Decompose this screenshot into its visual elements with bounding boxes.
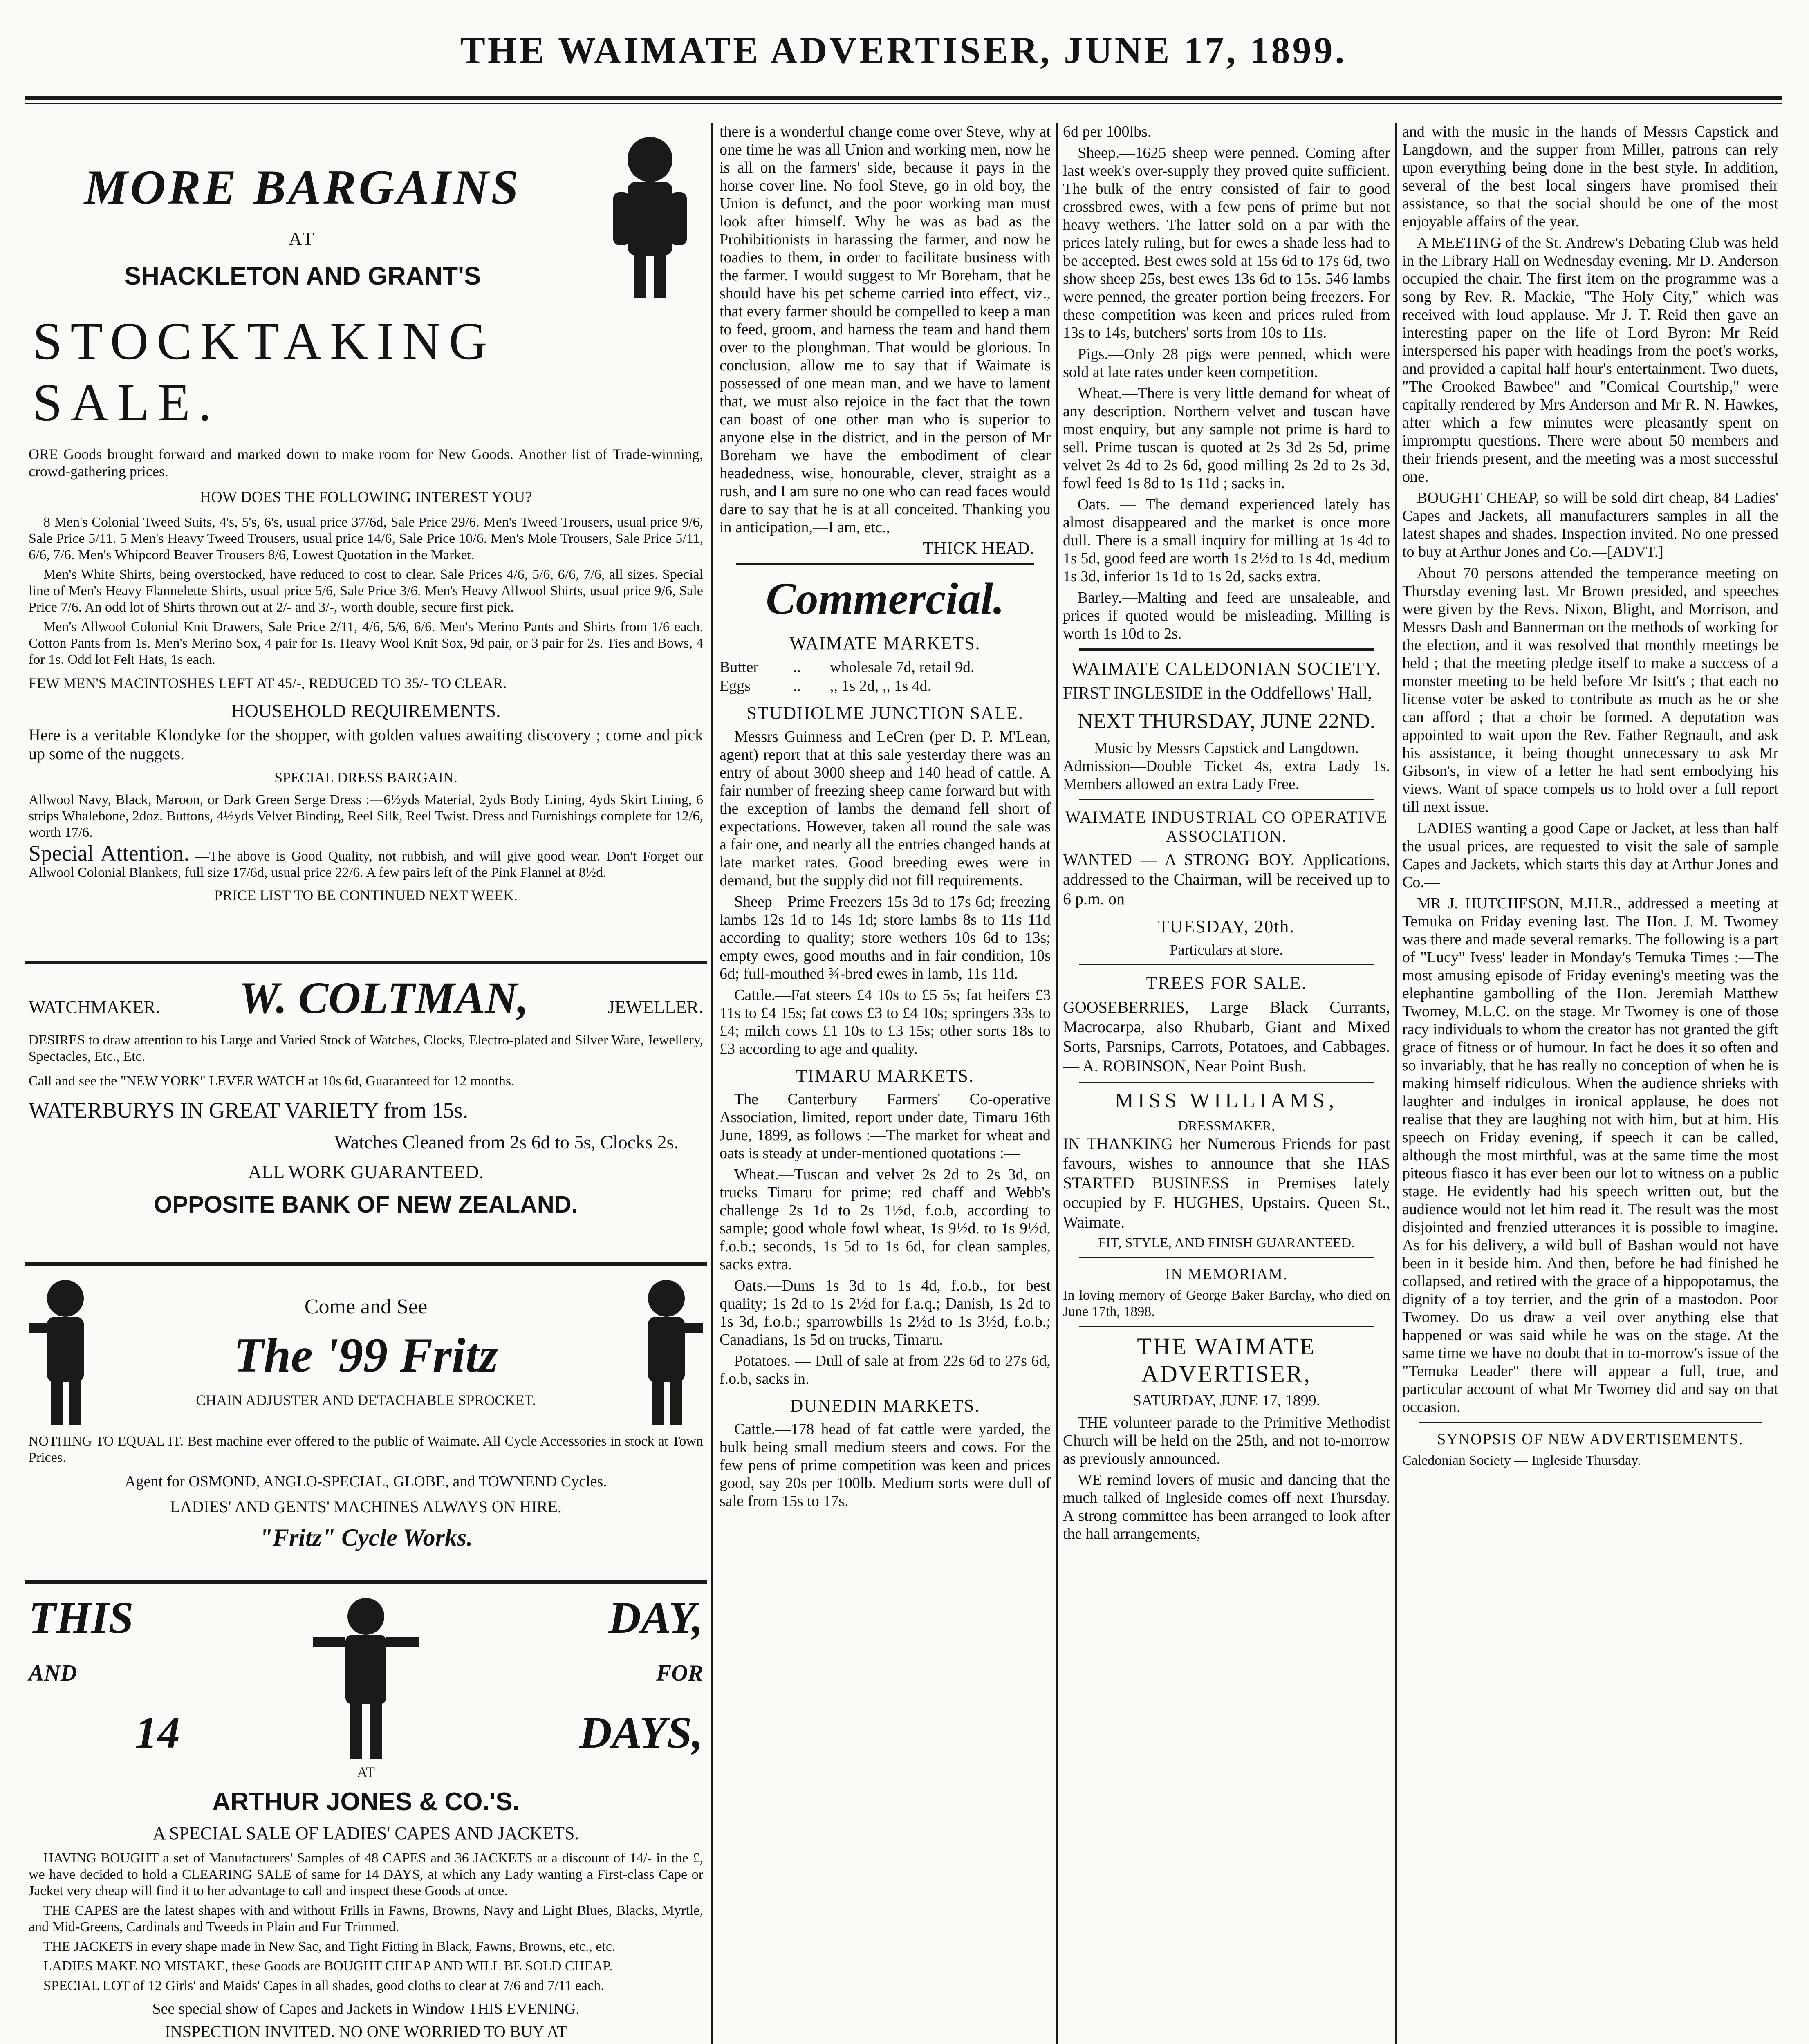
article-paragraph: The Canterbury Farmers' Co-operative Association, limited, report under date, Timaru 16th June, 1899, as follows :—The market for wheat and oats is steady at under-mentioned quotations :— — [720, 1091, 1051, 1162]
market-label: Eggs — [720, 677, 751, 695]
article-paragraph: BOUGHT CHEAP, so will be sold dirt cheap, 84 Ladies' Capes and Jackets, all manufacturers samples in all the latest shapes and shades. Inspection invited. No one pressed to buy at Arthur Jones and Co.—[ADVT.] — [1402, 489, 1778, 560]
jones-girls: SPECIAL LOT of 12 Girls' and Maids' Capes in all shades, good cloths to clear at 7/6 and 7/11 each. — [43, 1978, 604, 1993]
waimate-markets-heading: WAIMATE MARKETS. — [789, 633, 981, 653]
list-item: 8 Men's Colonial Tweed Suits, 4's, 5's, 6's, usual price 37/6d, Sale Price 29/6. Men's Tweed Trousers, usual price 9/6, Sale Price 5/11. 5 Men's Heavy Tweed Trousers, usual price 14/6, Sale Price 10/6. Men's Mole Trousers, Sale Price 5/11, 6/6, 7/6. Men's Whipcord Beaver Trousers 8/6, Lowest Quotation in the Market. — [29, 515, 703, 563]
masthead: THE WAIMATE ADVERTISER, JUNE 17, 1899. — [460, 29, 1347, 71]
article-paragraph: Wheat.—There is very little demand for wheat of any description. Northern velvet and tuscan have most enquiry, but any sample not prime is hard to sell. Prime tuscan is quoted at 2s 3d 2s 5d, prime velvet 2s 4d to 2s 6d, good milling 2s 2d to 2s 3d, fowl feed 1s 8d to 1s 11d ; sacks in. — [1063, 385, 1390, 492]
fritz-works: "Fritz" Cycle Works. — [259, 1524, 473, 1551]
caledonian-heading: WAIMATE CALEDONIAN SOCIETY. — [1071, 659, 1382, 679]
column-rule — [1395, 123, 1397, 2044]
williams-heading: MISS WILLIAMS, — [1114, 1089, 1338, 1112]
jones-day: DAY, — [608, 1593, 703, 1643]
article-paragraph: Sheep—Prime Freezers 15s 3d to 17s 6d; freezing lambs 12s 1d to 14s 1d; store lambs 8s to 11s 11d according to quality; store wethers 10s 6d to 13s; empty ewes, good mouths and in fair condition, 10s 6d; full-mouthed ¾-bred ewes in lamb, 11s 11d. — [720, 893, 1051, 982]
williams-text: IN THANKING her Numerous Friends for past favours, wishes to announce that she HAS STARTED BUSINESS in Premises lately occupied by F. HUGHES, Upstairs. Queen St., Waimate. — [1063, 1134, 1390, 1231]
jones-days: DAYS, — [579, 1708, 703, 1757]
ad-item-list — [29, 514, 703, 668]
dunedin-heading: DUNEDIN MARKETS. — [790, 1396, 980, 1416]
coltman-name: W. COLTMAN, — [239, 973, 529, 1023]
fritz-title: The '99 Fritz — [233, 1327, 498, 1382]
figure-illustration-icon — [605, 131, 695, 303]
coltman-ad — [25, 964, 707, 1266]
cyclist-figure-icon — [630, 1274, 703, 1429]
article-paragraph: and with the music in the hands of Messrs Capstick and Langdown, and the supper from Miller, patrons can rely upon everything being done in the best style. In addition, several of the best local singers have promised their assistance, so that the social should be one of the most enjoyable affairs of the year. — [1402, 123, 1778, 230]
ad-klondyke: Here is a veritable Klondyke for the shopper, with golden values awaiting discovery ; come and pick up some of the nuggets. — [29, 726, 703, 763]
divider — [1079, 648, 1374, 651]
coltman-newyork: Call and see the "NEW YORK" LEVER WATCH at 10s 6d, Guaranteed for 12 months. — [29, 1074, 515, 1089]
ad-attention — [29, 841, 703, 881]
williams-dressmaker: DRESSMAKER, — [1178, 1118, 1275, 1134]
article-paragraph: Wheat.—Tuscan and velvet 2s 2d to 2s 3d, on trucks Timaru for prime; red chaff and Webb's challenge 2s 1d to 2s 1½d, f.o.b, according to sample; good whole fowl wheat, 1s 9½d. to 1s 9½d, f.o.b.; seconds, 1s 5d to 1s 6d, for clean samples, sacks extra. — [720, 1166, 1051, 1273]
arthur-jones-ad — [25, 1584, 707, 2044]
jones-description — [29, 1850, 703, 1994]
divider — [736, 563, 1034, 565]
jones-firm: ARTHUR JONES & CO.'S. — [212, 1788, 520, 1816]
market-price: ,, 1s 2d, ,, 1s 4d. — [830, 677, 932, 695]
caledonian-music: Music by Messrs Capstick and Langdown. — [1094, 740, 1359, 757]
trees-heading: TREES FOR SALE. — [1146, 973, 1307, 993]
letter-paragraph: there is a wonderful change come over Steve, why at one time he was all Union and working men, now he is all on the farmers' side, because it pays in the horse cover line. No fool Steve, go in old boy, the Union is defunct, and the poor working man must look after himself. Why he was as bad as the Prohibitionists in harassing the farmer, and now he toadies to them, in order to facilitate business with the farmer. I would suggest to Mr Boreham, that he should have his pet scheme carried into effect, viz., that every farmer should be compelled to keep a man to feed, groom, and harness the team and hand them over to the ploughman. That would be glorious. In conclusion, allow me to say that if Waimate is possessed of one mean man, and we have to lament that, we must also rejoice in the fact that the town can boast of one other man who is superior to anyone else in the district, and in the person of Mr Boreham we have the embodiment of clear headedness, wise, honourable, clever, straight as a rush, and I am sure no one who can read faces would dare to say that he is at all conceited. Thanking you in anticipation,—I am, etc., — [720, 123, 1051, 536]
jones-for: FOR — [656, 1661, 703, 1686]
jones-fourteen: 14 — [135, 1708, 180, 1757]
ad-dress-text: Allwool Navy, Black, Maroon, or Dark Green Serge Dress :—6½yds Material, 2yds Body Lining, 4yds Skirt Lining, 6 strips Whalebone, 2doz. Buttons, 4½yds Velvet Binding, Reel Silk, Reel Twist. Dress and Furnishings complete for 12/6, worth 17/6. — [29, 792, 703, 840]
junction-text — [720, 728, 1051, 1058]
williams-fit: FIT, STYLE, AND FINISH GUARANTEED. — [1098, 1235, 1355, 1251]
jones-this: THIS — [29, 1593, 134, 1643]
ad-intro: ORE Goods brought forward and marked down to make room for New Goods. Another list of Trade-winning, crowd-gathering prices. — [29, 446, 703, 480]
market-label: Butter — [720, 659, 758, 676]
caledonian-admission: Admission—Double Ticket 4s, extra Lady 1s. Members allowed an extra Lady Free. — [1063, 758, 1390, 793]
market-continued — [1063, 123, 1390, 643]
jones-bought: HAVING BOUGHT a set of Manufacturers' Samples of 48 CAPES and 36 JACKETS at a discount of 14/- in the £, we have decided to hold a CLEARING SALE of same for 14 DAYS, at which any Lady wanting a First-class Cape or Jacket very cheap will find it to her advantage to call and inspect these Goods at once. — [29, 1851, 703, 1898]
article-paragraph: Pigs.—Only 28 pigs were penned, which were sold at late rates under keen competition. — [1063, 345, 1390, 381]
top-rule — [25, 96, 1782, 100]
ad-sale-headline: STOCKTAKING SALE. — [33, 312, 495, 432]
jones-capes: THE CAPES are the latest shapes with and without Frills in Fawns, Browns, Navy and Light Blues, Blacks, Myrtle, and Mid-Greens, Cardinals and Tweeds in Plain and Fur Trimmed. — [29, 1903, 703, 1934]
column-3 — [1063, 123, 1390, 2044]
industrial-heading: WAIMATE INDUSTRIAL CO OPERATIVE ASSOCIATION. — [1065, 808, 1388, 845]
caledonian-text — [1063, 683, 1390, 704]
jones-window: See special show of Capes and Jackets in Window THIS EVENING. — [152, 2000, 580, 2017]
paper-date: SATURDAY, JUNE 17, 1899. — [1132, 1392, 1320, 1409]
jones-special: A SPECIAL SALE OF LADIES' CAPES AND JACKETS. — [152, 1823, 579, 1843]
article-paragraph: LADIES wanting a good Cape or Jacket, at less than half the usual prices, are requested to visit the sale of sample Capes and Jackets, which starts this day at Arthur Jones and Co.— — [1402, 820, 1778, 891]
ad-macintoshes: FEW MEN'S MACINTOSHES LEFT AT 45/-, REDUCED TO 35/- TO CLEAR. — [29, 675, 507, 691]
coltman-waterburys: WATERBURYS IN GREAT VARIETY from 15s. — [29, 1098, 469, 1123]
dunedin-text — [720, 1420, 1051, 1510]
synopsis-text: Caledonian Society — Ingleside Thursday. — [1402, 1453, 1641, 1468]
divider — [1079, 1082, 1374, 1083]
paper-paragraphs — [1063, 1414, 1390, 1543]
caledonian-first: FIRST INGLESIDE in the Oddfellows' Hall, — [1063, 684, 1372, 703]
ad-firm: SHACKLETON AND GRANT'S — [124, 262, 481, 290]
letter-text — [720, 123, 1051, 536]
timaru-text — [720, 1090, 1051, 1388]
commercial-heading: Commercial. — [766, 574, 1004, 623]
ad-attention-text: —The above is Good Quality, not rubbish, and will give good wear. Don't Forget our Allwool Colonial Blankets, full size 17/6d, usual price 22/6. A few pairs left of the Pink Flannel at 8½d. — [29, 849, 703, 880]
column-4 — [1402, 123, 1778, 2044]
cyclist-figure-icon — [29, 1274, 102, 1429]
market-price: wholesale 7d, retail 9d. — [830, 659, 975, 676]
article-paragraph: WE remind lovers of music and dancing that the much talked of Ingleside comes off next Thursday. A strong committee has been arranged to look after the hall arrangements, — [1063, 1471, 1390, 1542]
memoriam-text: In loving memory of George Baker Barclay, who died on June 17th, 1898. — [1063, 1288, 1390, 1319]
ad-at: AT — [288, 228, 317, 249]
ad-household: HOUSEHOLD REQUIREMENTS. — [231, 700, 501, 721]
market-dots: .. — [793, 677, 801, 695]
market-row-eggs — [720, 677, 1051, 695]
divider — [1079, 799, 1374, 800]
article-paragraph: About 70 persons attended the temperance meeting on Thursday evening last. Mr Brown presided, and speeches were given by the Revs. Nixon, Blight, and Morrison, and Messrs Dash and Bannerman on the methods of working for the election, and it was resolved that monthly meetings be held ; that the meeting pledge itself to make a success of a monster meeting to be held before Mr Isitt's ; that each no license voter be asked to contribute as much as he or she can afford ; that a choir be formed. A deputation was appointed to wait upon the Rev. Father Regnault, and ask his assistance, it being thought unnecessary to ask Mr Gibson's, in view of a letter he had sent embodying his views. Want of space compels us to hold over a full report till next issue. — [1402, 565, 1778, 816]
coltman-opposite: OPPOSITE BANK OF NEW ZEALAND. — [154, 1191, 578, 1218]
ad-continued: PRICE LIST TO BE CONTINUED NEXT WEEK. — [214, 887, 518, 903]
ad-question: HOW DOES THE FOLLOWING INTEREST YOU? — [200, 489, 532, 506]
caledonian-date: NEXT THURSDAY, JUNE 22ND. — [1078, 710, 1375, 733]
fritz-cycle-ad — [25, 1266, 707, 1584]
list-item: Men's White Shirts, being overstocked, have reduced to cost to clear. Sale Prices 4/6, 5/6, 6/6, 7/6, all sizes. Special line of Men's Heavy Flannelette Shirts, usual price 5/6, Sale Price 3/6. Men's Heavy Allwool Shirts, usual price 9/6, Sale Price 7/6. An odd lot of Shirts thrown out at 2/- and 3/-, worth double, secure first pick. — [29, 567, 703, 615]
divider — [1419, 1422, 1762, 1423]
column-2 — [720, 123, 1051, 2044]
memoriam-heading: IN MEMORIAM. — [1165, 1266, 1288, 1283]
fritz-chain: CHAIN ADJUSTER AND DETACHABLE SPROCKET. — [196, 1392, 536, 1408]
article-paragraph: THE volunteer parade to the Primitive Methodist Church will be held on the 25th, and not to-morrow as previously announced. — [1063, 1414, 1390, 1467]
ad-title: MORE BARGAINS — [84, 160, 521, 214]
article-paragraph: MR J. HUTCHESON, M.H.R., addressed a meeting at Temuka on Friday evening last. The Hon. J. M. Twomey was there and made several remarks. The following is a part of "Lucy" Ivess' leader in Monday's Temuka Times :—The most amusing episode of Friday evening's meeting was the elephantine gambolling of the Hon. Jeremiah Matthew Twomey, M.L.C. on the stage. Mr Twomey is one of those racy individuals to whom the creator has not granted the gift grace of fitness or of humour. In fact he does it so often and so invariably, that he has really no conception of when he is making himself ridiculous. When the audience shrieks with laughter and indulges in ironical applause, he does not realise that they are laughing not with him, but at him. His speech on Friday evening, if speech it can be called, although the most mirthful, was at the same time the most piteous fiasco it has ever been our lot to witness on a public stage. He evidently had his speech written out, but the audience would not let him read it. The result was the most disjointed and frenzied utterances it is possible to imagine. As for his delivery, a wild bull of Bashan would not have been in it beside him. And then, before he had finished he collapsed, and retired with the grace of a hippopotamus, the dignity of a toy terrier, and the grin of a mastodon. Poor Twomey. Do us draw a veil over anything else that happened or was said while he was on the stage. At the same time we have no doubt that in to-morrow's issue of the "Temuka Leader" there will appear a full, true, and particular account of what Mr Twomey did and say on that occasion. — [1402, 895, 1778, 1416]
gentleman-figure-icon — [313, 1592, 419, 1764]
fritz-agent: Agent for OSMOND, ANGLO-SPECIAL, GLOBE, and TOWNEND Cycles. — [125, 1473, 607, 1490]
article-paragraph: A MEETING of the St. Andrew's Debating Club was held in the Library Hall on Wednesday evening. Mr D. Anderson occupied the chair. The first item on the programme was a song by Rev. R. Mackie, "The Holy City," which was received with loud applause. Mr J. T. Reid then gave an interesting paper on the life of Lord Byron: Mr Reid interspersed his paper with headings from the poet's works, and provided a capital half hour's entertainment. Two duets, "The Crooked Bawbee" and "Comical Courtship," were capitally rendered by Mrs Anderson and Mr R. N. Hawkes, after which a few minutes were pleasantly spent on impromptu questions. There were about 50 members and their friends present, and the meeting was a most successful one. — [1402, 234, 1778, 485]
jones-jackets: THE JACKETS in every shape made in New Sac, and Tight Fitting in Black, Fawns, Browns, etc., etc. — [43, 1939, 616, 1954]
article-paragraph: Messrs Guinness and LeCren (per D. P. M'Lean, agent) report that at this sale yesterday there was an entry of about 3000 sheep and 140 head of cattle. A fair number of freezing sheep came forward but with the exception of lambs the demand fell short of expectations. However, taken all round the sale was a fair one, and nearly all the entries changed hands at late market rates. Good breeding ewes were in demand, but the supply did not fill requirements. — [720, 728, 1051, 889]
article-paragraph: Cattle.—Fat steers £4 10s to £5 5s; fat heifers £3 11s to £4 15s; fat cows £3 to £4 10s; springers 33s to £4; milch cows £1 10s to £3 15s; other sorts 18s to £3 according to age and quality. — [720, 986, 1051, 1058]
junction-heading: STUDHOLME JUNCTION SALE. — [746, 703, 1024, 723]
coltman-post: JEWELLER. — [607, 997, 703, 1017]
column-rule — [1056, 123, 1058, 2044]
local-news — [1402, 123, 1778, 1416]
divider — [1079, 964, 1374, 965]
letter-signoff: THICK HEAD. — [923, 540, 1034, 558]
ad-attention-head: Special Attention. — [29, 841, 190, 865]
fritz-come: Come and See — [304, 1295, 428, 1318]
article-paragraph: Oats. — The demand experienced lately has almost disappeared and the market is once more dull. There is a small inquiry for milling at 1s 4d to 1s 5d, good feed are worth 1s 2½d to 1s 4d, medium 1s 3d, inferior 1s 1d to 1s 2d, sacks extra. — [1063, 496, 1390, 585]
trees-text: GOOSEBERRIES, Large Black Currants, Macrocarpa, also Rhubarb, Giant and Mixed Sorts, Parsnips, Carrots, Potatoes, and Cabbages. — A. ROBINSON, Near Point Bush. — [1063, 998, 1390, 1075]
fritz-nothing: NOTHING TO EQUAL IT. Best machine ever offered to the public of Waimate. All Cycle Accessories in stock at Town Prices. — [29, 1434, 703, 1465]
industrial-particulars: Particulars at store. — [1170, 941, 1283, 958]
coltman-pre: WATCHMAKER. — [29, 997, 160, 1017]
coltman-cleaned: Watches Cleaned from 2s 6d to 5s, Clocks 2s. — [334, 1132, 679, 1152]
article-paragraph: Oats.—Duns 1s 3d to 1s 4d, f.o.b., for best quality; 1s 2d to 1s 2½d for f.a.q.; Danish, 1s 2d to 1s 3d, f.o.b.; sparrowbills 1s 2½d to 1s 3½d, f.o.b.; Canadians, 1s 5d on trucks, Timaru. — [720, 1277, 1051, 1348]
paper-title: THE WAIMATE ADVERTISER, — [1137, 1333, 1316, 1387]
column-ads — [25, 123, 707, 2044]
synopsis-heading: SYNOPSIS OF NEW ADVERTISEMENTS. — [1437, 1431, 1744, 1448]
divider — [1079, 1257, 1374, 1258]
ad-dress-head: SPECIAL DRESS BARGAIN. — [274, 769, 457, 786]
jones-at: AT — [357, 1764, 375, 1780]
divider — [1079, 1326, 1374, 1327]
article-paragraph: 6d per 100lbs. — [1063, 123, 1152, 140]
industrial-tuesday: TUESDAY, 20th. — [1158, 917, 1295, 937]
shackleton-grant-ad — [25, 123, 707, 964]
top-rule-thin — [25, 103, 1782, 104]
fritz-hire: LADIES' AND GENTS' MACHINES ALWAYS ON HIRE. — [170, 1497, 562, 1516]
article-paragraph: Cattle.—178 head of fat cattle were yarded, the bulk being small medium steers and cows. For the few pens of prime competition was keen and prices good, say 20s per 100lb. Medium sorts were dull of sale from 15s to 17s. — [720, 1421, 1051, 1510]
jones-and: AND — [29, 1661, 77, 1686]
jones-inspection: INSPECTION INVITED. NO ONE WORRIED TO BUY AT — [165, 2022, 567, 2041]
column-rule — [711, 123, 713, 2044]
jones-mistake: LADIES MAKE NO MISTAKE, these Goods are BOUGHT CHEAP AND WILL BE SOLD CHEAP. — [43, 1959, 613, 1974]
coltman-desires: DESIRES to draw attention to his Large and Varied Stock of Watches, Clocks, Electro-plated and Silver Ware, Jewellery, Spectacles, Etc., Etc. — [29, 1033, 703, 1064]
article-paragraph: Barley.—Malting and feed are unsaleable, and prices if quoted would be misleading. Milling is worth 1s 10d to 2s. — [1063, 589, 1390, 642]
market-row-butter — [720, 658, 1051, 677]
timaru-heading: TIMARU MARKETS. — [796, 1066, 974, 1086]
coltman-guaranteed: ALL WORK GUARANTEED. — [248, 1161, 484, 1182]
industrial-wanted: WANTED — A STRONG BOY. Applications, addressed to the Chairman, will be received up to 6 p.m. on — [1063, 850, 1390, 908]
article-paragraph: Potatoes. — Dull of sale at from 22s 6d to 27s 6d, f.o.b, sacks in. — [720, 1352, 1051, 1387]
article-paragraph: Sheep.—1625 sheep were penned. Coming after last week's over-supply they proved quite sufficient. The bulk of the entry consisted of fair to good crossbred ewes, with a few pens of prime but not heavy wethers. The latter sold on a par with the prices lately ruling, but for ewes a shade less had to be accepted. Best ewes sold at 15s 6d to 17s 6d, two show sheep 25s, best ewes 13s 6d to 15s. 546 lambs were penned, the greater portion being freezers. For these competition was keen and prices ruled from 13s to 14s, butchers' sorts from 10s to 11s. — [1063, 144, 1390, 341]
market-dots: .. — [793, 659, 801, 676]
list-item: Men's Allwool Colonial Knit Drawers, Sale Price 2/11, 4/6, 5/6, 6/6. Men's Merino Pants and Shirts from 1/6 each. Cotton Pants from 1s. Men's Merino Sox, 4 pair for 1s. Heavy Wool Knit Sox, 9d pair, or 3 pair for 2s. Ties and Bows, 4 for 1s. Odd lot Felt Hats, 1s each. — [29, 619, 703, 667]
